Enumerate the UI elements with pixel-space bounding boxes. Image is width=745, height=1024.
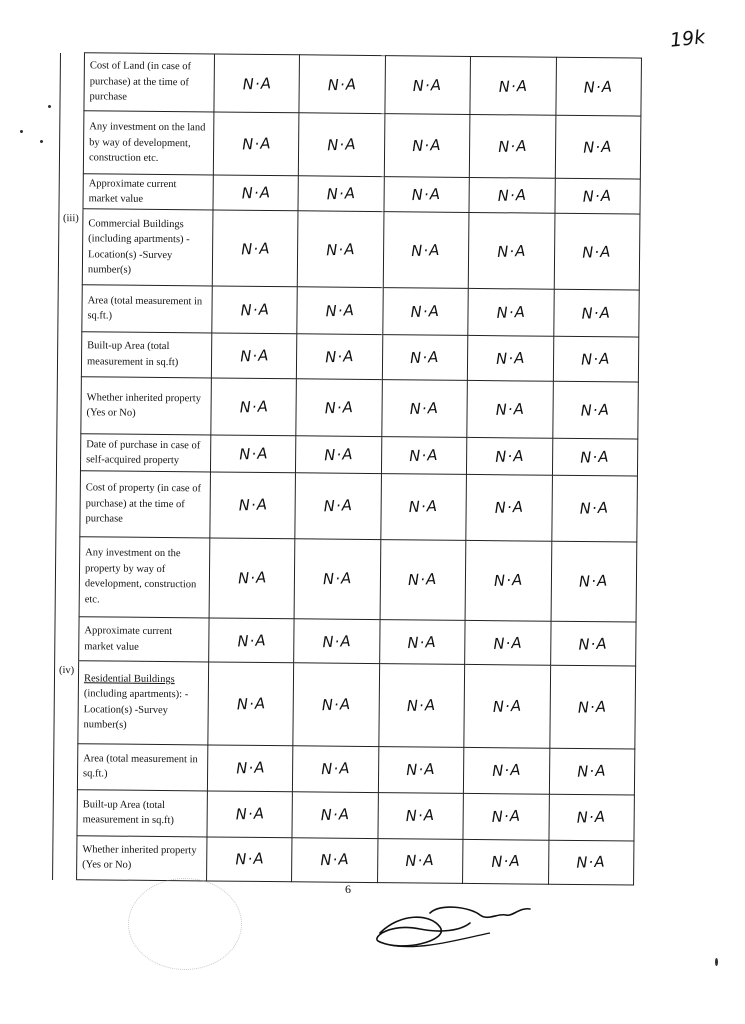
handwritten-value-cell: [378, 746, 464, 793]
table-row: [56, 434, 637, 477]
handwritten-value-cell: [555, 179, 641, 215]
scan-speck: [48, 105, 51, 108]
row-label-text: Whether inherited property (Yes or No): [82, 844, 197, 871]
handwritten-na: N·A: [578, 634, 609, 654]
faded-stamp: [128, 878, 242, 970]
handwritten-na: N·A: [498, 76, 529, 96]
handwritten-na: N·A: [234, 804, 265, 824]
handwritten-value-cell: [379, 664, 465, 747]
handwritten-na: N·A: [578, 571, 609, 592]
handwritten-value-cell: [549, 794, 635, 840]
row-label: [77, 790, 207, 837]
handwritten-na: N·A: [582, 137, 613, 158]
section-number: [59, 53, 84, 210]
table-row: [56, 471, 638, 542]
handwritten-value-cell: [296, 379, 382, 437]
handwritten-na: N·A: [579, 498, 610, 519]
row-label: [81, 332, 211, 379]
table-row: [53, 790, 634, 841]
handwritten-page-reference: 19k: [668, 26, 707, 52]
handwritten-value-cell: [468, 213, 554, 290]
handwritten-value-cell: [553, 290, 639, 337]
handwritten-value-cell: [551, 541, 637, 622]
table-row: [55, 536, 637, 622]
table-row: [53, 743, 634, 795]
row-label: [78, 661, 209, 745]
handwritten-na: N·A: [234, 849, 265, 869]
handwritten-na: N·A: [581, 303, 612, 323]
handwritten-value-cell: [213, 112, 299, 176]
handwritten-na: N·A: [412, 136, 443, 156]
handwritten-value-cell: [383, 212, 469, 289]
handwritten-value-cell: [384, 114, 470, 178]
handwritten-signature: [370, 893, 540, 963]
handwritten-na: N·A: [319, 850, 350, 870]
handwritten-value-cell: [378, 793, 464, 839]
scan-speck: [20, 130, 23, 133]
handwritten-value-cell: [548, 840, 634, 885]
section-heading: Residential Buildings: [83, 673, 175, 686]
handwritten-value-cell: [554, 214, 640, 291]
handwritten-value-cell: [553, 336, 639, 382]
row-label-text: Built-up Area (total measurement in sq.ft): [86, 340, 179, 369]
row-label: [83, 174, 213, 210]
section-number: (iii): [55, 209, 83, 661]
handwritten-value-cell: [207, 745, 293, 792]
handwritten-na: N·A: [580, 349, 611, 369]
handwritten-value-cell: [297, 287, 383, 334]
handwritten-value-cell: [379, 620, 465, 665]
row-label: [77, 835, 207, 881]
table-row: [55, 616, 636, 666]
handwritten-value-cell: [385, 56, 471, 115]
table-row: [59, 174, 640, 214]
handwritten-value-cell: [207, 791, 293, 837]
handwritten-na: N·A: [407, 632, 438, 652]
handwritten-na: N·A: [406, 760, 437, 780]
handwritten-value-cell: [210, 472, 296, 538]
handwritten-na: N·A: [405, 806, 436, 826]
handwritten-value-cell: [382, 380, 468, 438]
handwritten-na: N·A: [411, 240, 442, 260]
handwritten-na: N·A: [322, 569, 353, 589]
handwritten-value-cell: [299, 55, 385, 114]
handwritten-value-cell: [463, 794, 549, 840]
handwritten-value-cell: [293, 663, 379, 746]
handwritten-value-cell: [377, 838, 463, 883]
handwritten-na: N·A: [320, 759, 351, 779]
handwritten-na: N·A: [494, 399, 525, 420]
row-label: [84, 53, 215, 112]
row-label-text: Area (total measurement in sq.ft.): [83, 753, 198, 780]
handwritten-na: N·A: [576, 852, 607, 873]
handwritten-na: N·A: [495, 348, 526, 368]
handwritten-na: N·A: [409, 399, 440, 419]
handwritten-na: N·A: [410, 301, 441, 322]
handwritten-value-cell: [207, 836, 293, 881]
row-label: [80, 434, 210, 472]
handwritten-value-cell: [295, 473, 381, 539]
row-label: [83, 111, 214, 176]
table-row: [57, 331, 638, 382]
handwritten-na: N·A: [497, 186, 527, 206]
table-row: [58, 209, 640, 291]
table-row: [60, 53, 642, 117]
handwritten-value-cell: [212, 286, 298, 333]
handwritten-value-cell: [549, 665, 635, 748]
handwritten-na: N·A: [576, 807, 607, 828]
handwritten-value-cell: [298, 176, 384, 212]
handwritten-na: N·A: [323, 445, 354, 465]
handwritten-value-cell: [381, 474, 467, 540]
handwritten-value-cell: [552, 438, 638, 476]
handwritten-na: N·A: [236, 630, 267, 651]
row-label-text: Date of purchase in case of self-acquired property: [86, 438, 201, 467]
handwritten-na: N·A: [321, 695, 352, 715]
asset-declaration-table: [52, 52, 642, 886]
handwritten-value-cell: [549, 748, 635, 795]
table-row: [58, 285, 639, 337]
handwritten-na: N·A: [497, 136, 528, 157]
handwritten-na: N·A: [238, 397, 269, 417]
handwritten-na: N·A: [496, 241, 527, 261]
handwritten-na: N·A: [583, 77, 614, 97]
handwritten-value-cell: [465, 540, 551, 621]
handwritten-value-cell: [298, 211, 384, 288]
handwritten-na: N·A: [492, 633, 523, 653]
row-label: [80, 471, 211, 538]
handwritten-value-cell: [467, 381, 553, 439]
row-label: [81, 377, 212, 435]
handwritten-value-cell: [294, 619, 380, 664]
row-label-text: Any investment on the property by way of development, construction etc.: [84, 547, 197, 606]
handwritten-value-cell: [211, 378, 297, 436]
handwritten-na: N·A: [241, 73, 272, 94]
handwritten-value-cell: [463, 839, 549, 884]
handwritten-value-cell: [210, 435, 296, 473]
row-label: [79, 536, 210, 618]
handwritten-na: N·A: [240, 183, 271, 203]
handwritten-value-cell: [292, 837, 378, 882]
table-row: [57, 377, 639, 440]
row-label: [82, 209, 213, 286]
handwritten-na: N·A: [241, 134, 272, 154]
table-row: [53, 835, 634, 885]
table-row: [54, 661, 636, 749]
handwritten-value-cell: [555, 115, 641, 179]
handwritten-na: N·A: [494, 498, 525, 518]
scan-speck: [40, 140, 43, 143]
handwritten-value-cell: [212, 210, 298, 287]
handwritten-na: N·A: [491, 761, 522, 781]
handwritten-na: N·A: [240, 239, 271, 259]
handwritten-value-cell: [384, 177, 470, 213]
handwritten-na: N·A: [324, 398, 355, 418]
handwritten-na: N·A: [410, 347, 441, 368]
handwritten-value-cell: [467, 438, 553, 476]
handwritten-na: N·A: [580, 400, 611, 420]
handwritten-na: N·A: [407, 570, 438, 590]
handwritten-na: N·A: [323, 496, 354, 516]
handwritten-value-cell: [552, 381, 638, 439]
handwritten-na: N·A: [325, 301, 356, 321]
row-label-text: Whether inherited property (Yes or No): [86, 391, 202, 419]
row-label-text: Area (total measurement in sq.ft.): [87, 294, 203, 322]
handwritten-na: N·A: [237, 495, 268, 515]
handwritten-na: N·A: [320, 805, 351, 825]
row-label-text: Cost of Land (in case of purchase) at the time of purchase: [89, 60, 192, 103]
handwritten-value-cell: [464, 665, 550, 748]
handwritten-value-cell: [468, 335, 554, 381]
section-number: (iv): [53, 661, 79, 880]
handwritten-na: N·A: [577, 697, 608, 717]
handwritten-na: N·A: [491, 807, 522, 827]
handwritten-na: N·A: [324, 347, 355, 367]
handwritten-value-cell: [214, 54, 300, 113]
handwritten-value-cell: [469, 178, 555, 214]
handwritten-na: N·A: [492, 696, 523, 716]
table-body: [53, 53, 642, 886]
handwritten-value-cell: [297, 334, 383, 380]
handwritten-na: N·A: [239, 346, 270, 366]
table-row: [59, 111, 641, 180]
handwritten-na: N·A: [490, 851, 521, 872]
handwritten-na: N·A: [321, 631, 352, 651]
row-label-text: Cost of property (in case of purchase) at the time of purchase: [85, 482, 202, 525]
handwritten-na: N·A: [406, 695, 437, 716]
handwritten-value-cell: [469, 115, 555, 179]
handwritten-value-cell: [211, 333, 297, 379]
handwritten-value-cell: [468, 289, 554, 336]
handwritten-value-cell: [551, 475, 637, 541]
page-number: 6: [345, 882, 351, 896]
handwritten-na: N·A: [325, 239, 356, 260]
handwritten-value-cell: [209, 538, 295, 619]
handwritten-na: N·A: [235, 758, 266, 778]
handwritten-value-cell: [465, 620, 551, 665]
row-label-text: Built-up Area (total measurement in sq.ft): [82, 799, 174, 827]
handwritten-value-cell: [299, 113, 385, 177]
row-label-text: Any investment on the land by way of development, construction etc.: [88, 121, 206, 164]
row-label-text: Commercial Buildings (including apartments) -Location(s) -Survey number(s): [87, 218, 190, 276]
handwritten-na: N·A: [409, 446, 440, 466]
scan-speck: [715, 958, 718, 966]
handwritten-na: N·A: [238, 444, 269, 464]
handwritten-na: N·A: [237, 568, 268, 588]
handwritten-value-cell: [294, 538, 380, 619]
handwritten-value-cell: [213, 175, 299, 211]
handwritten-value-cell: [383, 288, 469, 335]
handwritten-na: N·A: [576, 761, 607, 782]
handwritten-value-cell: [470, 56, 556, 115]
handwritten-na: N·A: [405, 851, 436, 871]
handwritten-na: N·A: [326, 135, 357, 155]
handwritten-na: N·A: [239, 300, 270, 320]
handwritten-na: N·A: [582, 186, 613, 207]
handwritten-na: N·A: [579, 447, 610, 467]
handwritten-value-cell: [296, 436, 382, 474]
handwritten-na: N·A: [493, 570, 524, 591]
handwritten-value-cell: [209, 618, 295, 663]
handwritten-value-cell: [208, 662, 294, 745]
handwritten-na: N·A: [327, 74, 358, 94]
handwritten-na: N·A: [326, 184, 357, 204]
handwritten-na: N·A: [235, 694, 266, 714]
handwritten-value-cell: [550, 621, 636, 666]
handwritten-na: N·A: [412, 75, 443, 95]
handwritten-value-cell: [293, 745, 379, 792]
handwritten-value-cell: [382, 334, 468, 380]
handwritten-na: N·A: [494, 446, 525, 467]
row-label: [79, 617, 209, 663]
handwritten-value-cell: [381, 437, 467, 475]
row-label: [82, 285, 212, 333]
row-label-text: Approximate current market value: [84, 625, 173, 653]
row-label-text: (including apartments): -Location(s) -Survey number(s): [83, 688, 189, 732]
handwritten-value-cell: [380, 539, 466, 620]
handwritten-na: N·A: [411, 185, 442, 205]
handwritten-value-cell: [466, 475, 552, 541]
handwritten-value-cell: [555, 57, 641, 116]
handwritten-na: N·A: [408, 497, 439, 517]
row-label-text: Approximate current market value: [88, 178, 177, 206]
handwritten-value-cell: [464, 747, 550, 794]
handwritten-na: N·A: [581, 242, 612, 262]
row-label: [77, 743, 207, 791]
handwritten-value-cell: [292, 792, 378, 838]
handwritten-na: N·A: [495, 302, 526, 323]
